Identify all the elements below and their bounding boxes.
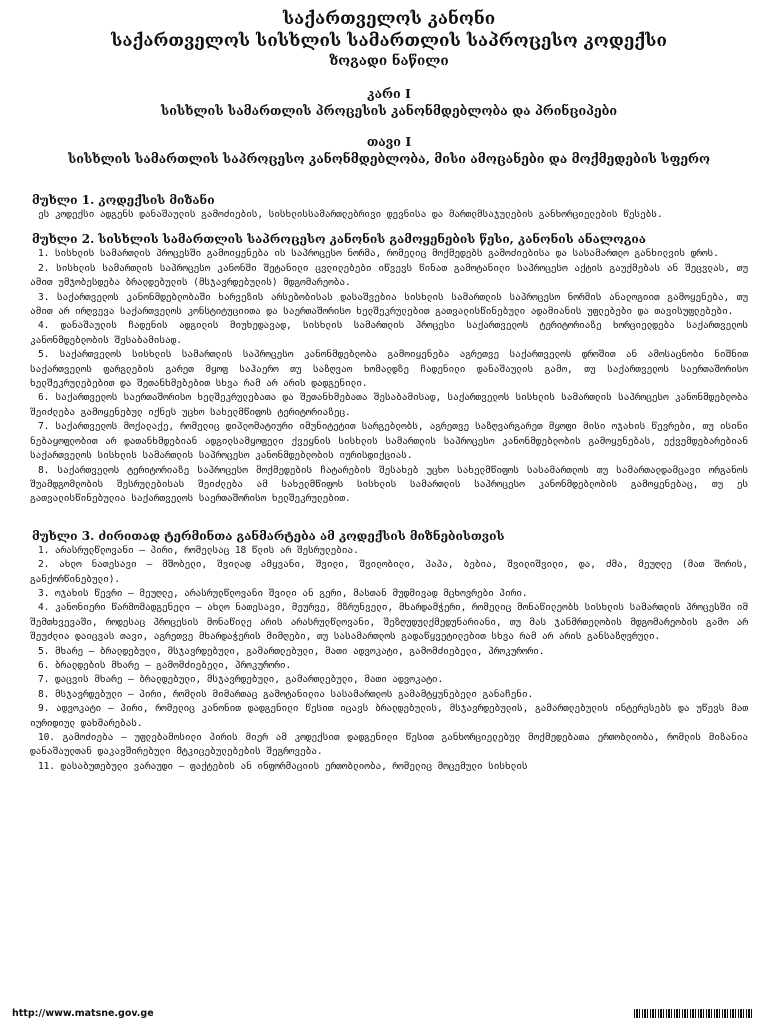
article-paragraph: 1. სისხლის სამართლის პროცესში გამოიყენება ის საპროცესო ნორმა, რომელიც მოქმედებს გამოძიებისა და სასამართლო განხილვის დროს. bbox=[38, 248, 719, 260]
article-paragraph: 3. საქართველოს კანონმდებლობაში ხარვეზის არსებობისას დასაშვებია სისხლის სამართლის საპროცესო ნორმის ანალოგიით გამოყენება, თუ ამით არ ირღვევა საქართველოს კონსტიტუციითა და საერთაშორისო ხელშეკრულებით გათვალისწინებული ადამიანის უფლებები და თავისუფლებები. bbox=[30, 291, 748, 318]
code-title: საქართველოს სისხლის სამართლის საპროცესო კოდექსი bbox=[111, 31, 667, 51]
articles-body bbox=[30, 193, 748, 774]
article-paragraph: 7. დაცვის მხარე – ბრალდებული, მსჯავრდებული, გამართლებული, მათი ადვოკატი. bbox=[38, 674, 444, 686]
document-header bbox=[30, 8, 748, 167]
chapter-title: სისხლის სამართლის საპროცესო კანონმდებლობა, მისი ამოცანები და მოქმედების სფერო bbox=[67, 151, 710, 166]
article-paragraph: 8. საქართველოს ტერიტორიაზე საპროცესო მოქმედების ჩატარების შესახებ უცხო სახელმწიფოს სასამართლოს თუ სამართალდამცავი ორგანოს შუამდგომლობის შესრულებისას შეიძლება ამ სახელმწიფოს სისხლის სამართლის საპროცესო კანონმდებლობის გამოყენებაც, თუ ეს გათვალისწინებულია საქართველოს საერთაშორისო ხელშეკრულებით. bbox=[30, 464, 748, 505]
article-heading: მუხლი 1. კოდექსის მიზანი bbox=[32, 193, 215, 207]
barcode-icon bbox=[634, 1009, 752, 1018]
article-paragraph: 4. კანონიერი წარმომადგენელი – ახლო ნათესავი, მეურვე, მზრუნველი, მხარდამჭერი, რომელიც მონაწილეობს სისხლის სამართლის პროცესში იმ შემთხვევაში, როდესაც პროცესის მონაწილე არის არასრულწლოვანი, შეზღუდულქმედუნარიანი, თუ მას ჯანმრთელობის მდგომარეობის გამო არ შეუძლია დაიცვას თავი, აგრეთვე მხარდაჭერის მიმღები, თუ სასამართლოს გადაწყვეტილებით სხვა რამ არ არის განსაზღვრული. bbox=[30, 602, 748, 643]
article-paragraph: ეს კოდექსი ადგენს დანაშაულის გამოძიების, სისხლისსამართლებრივი დევნისა და მართლმსაჯულების განხორციელების წესებს. bbox=[38, 209, 663, 220]
article-paragraph: 2. ახლო ნათესავი – მშობელი, შვილად ამყვანი, შვილი, შვილობილი, პაპა, ბებია, შვილიშვილი, და, ძმა, მეუღლე (მათ შორის, განქორწინებული). bbox=[30, 559, 748, 585]
chapter-label: თავი I bbox=[366, 134, 412, 149]
article-paragraph: 8. მსჯავრდებული – პირი, რომლის მიმართაც გამოტანილია სასამართლოს გამამტყუნებელი განაჩენი. bbox=[38, 688, 534, 700]
article-section bbox=[30, 232, 748, 506]
article-paragraph: 11. დასაბუთებული ვარაუდი – ფაქტების ან ინფორმაციის ერთობლიობა, რომელიც მოცემული სისხლის bbox=[38, 760, 528, 772]
article-paragraph: 6. საქართველოს საერთაშორისო ხელშეკრულებათა და შეთანხმებათა შესაბამისად, საქართველოს სისხლის სამართლის საპროცესო კანონმდებლობა შეიძლება გამოყენებულ იქნეს უცხო სახელმწიფოს ტერიტორიაზეც. bbox=[30, 392, 748, 418]
general-part-title: ზოგადი ნაწილი bbox=[329, 53, 449, 69]
article-paragraph: 9. ადვოკატი – პირი, რომელიც კანონით დადგენილი წესით იცავს ბრალდებულის, მსჯავრდებულის, გამართლებულის ინტერესებს და უწევს მათ იურიდიულ დახმარებას. bbox=[30, 703, 748, 729]
article-paragraph: 1. არასრულწლოვანი – პირი, რომელსაც 18 წლის არ შესრულებია. bbox=[38, 544, 359, 556]
section-title: სისხლის სამართლის პროცესის კანონმდებლობა და პრინციპები bbox=[160, 103, 618, 118]
article-paragraph: 7. საქართველოს მოქალაქე, რომელიც დიპლომატიური იმუნიტეტით სარგებლობს, აგრეთვე საზღვარგარეთ მყოფი მისი ოჯახის წევრები, თუ ისინი ნებაყოფლობით არ დათანხმდებიან ადგილსამყოფელი ქვეყნის სისხლის სამართლის საპროცესო კანონმდებლობის გამოყენებას, ექვემდებარებიან საქართველოს სისხლის სამართლის საპროცესო კანონმდებლობის იურისდიქციას. bbox=[30, 421, 748, 462]
article-paragraph: 5. საქართველოს სისხლის სამართლის საპროცესო კანონმდებლობა გამოიყენება აგრეთვე საქართველოს დროშით ან ამოსაცნობი ნიშნით საქართველოს ფარგლების გარეთ მყოფ საჰაერო თუ საზღვაო ხომალდზე ჩადენილი დანაშაულის გამო, თუ საქართველოს საერთაშორისო ხელშეკრულებებით და შეთანხმებებით სხვა რამ არ არის დადგენილი. bbox=[30, 349, 748, 390]
law-title: საქართველოს კანონი bbox=[282, 9, 496, 29]
article-paragraph: 6. ბრალდების მხარე – გამომძიებელი, პროკურორი. bbox=[38, 659, 292, 671]
page-footer bbox=[0, 1002, 768, 1024]
article-heading: მუხლი 3. ძირითად ტერმინთა განმარტება ამ კოდექსის მიზნებისთვის bbox=[32, 528, 505, 543]
article-paragraph: 5. მხარე – ბრალდებული, მსჯავრდებული, გამართლებული, მათი ადვოკატი, გამომძიებელი, პროკურორი. bbox=[38, 645, 545, 657]
article-section bbox=[30, 193, 748, 222]
article-heading: მუხლი 2. სისხლის სამართლის საპროცესო კანონის გამოყენების წესი, კანონის ანალოგია bbox=[32, 232, 646, 247]
article-paragraph: 2. სისხლის სამართლის საპროცესო კანონში შეტანილი ცვლილებები იწვევს წინათ გამოტანილი საპროცესო აქტის გაუქმებას ან შეცვლას, თუ ამით უმჯობესდება ბრალდებულის (მსჯავრდებულის) მდგომარეობა. bbox=[30, 262, 748, 289]
section-label: კარი I bbox=[367, 86, 411, 101]
source-link[interactable]: http://www.matsne.gov.ge bbox=[12, 1007, 154, 1019]
article-paragraph: 4. დანაშაულის ჩადენის ადგილის მიუხედავად, სისხლის სამართლის პროცესი საქართველოს ტერიტორიაზე ხორციელდება საქართველოს კანონმდებლობის შესაბამისად. bbox=[30, 320, 748, 346]
article-paragraph: 10. გამოძიება – უფლებამოსილი პირის მიერ ამ კოდექსით დადგენილი წესით განხორციელებულ მოქმედებათა ერთობლიობა, რომლის მიზანია დანაშაულთან დაკავშირებული მტკიცებულებების შეგროვება. bbox=[30, 732, 748, 758]
article-section bbox=[30, 529, 748, 775]
document-page bbox=[30, 8, 748, 774]
article-paragraph: 3. ოჯახის წევრი – მეუღლე, არასრულწლოვანი შვილი ან გერი, მასთან მუდმივად მცხოვრები პირი. bbox=[38, 587, 528, 599]
